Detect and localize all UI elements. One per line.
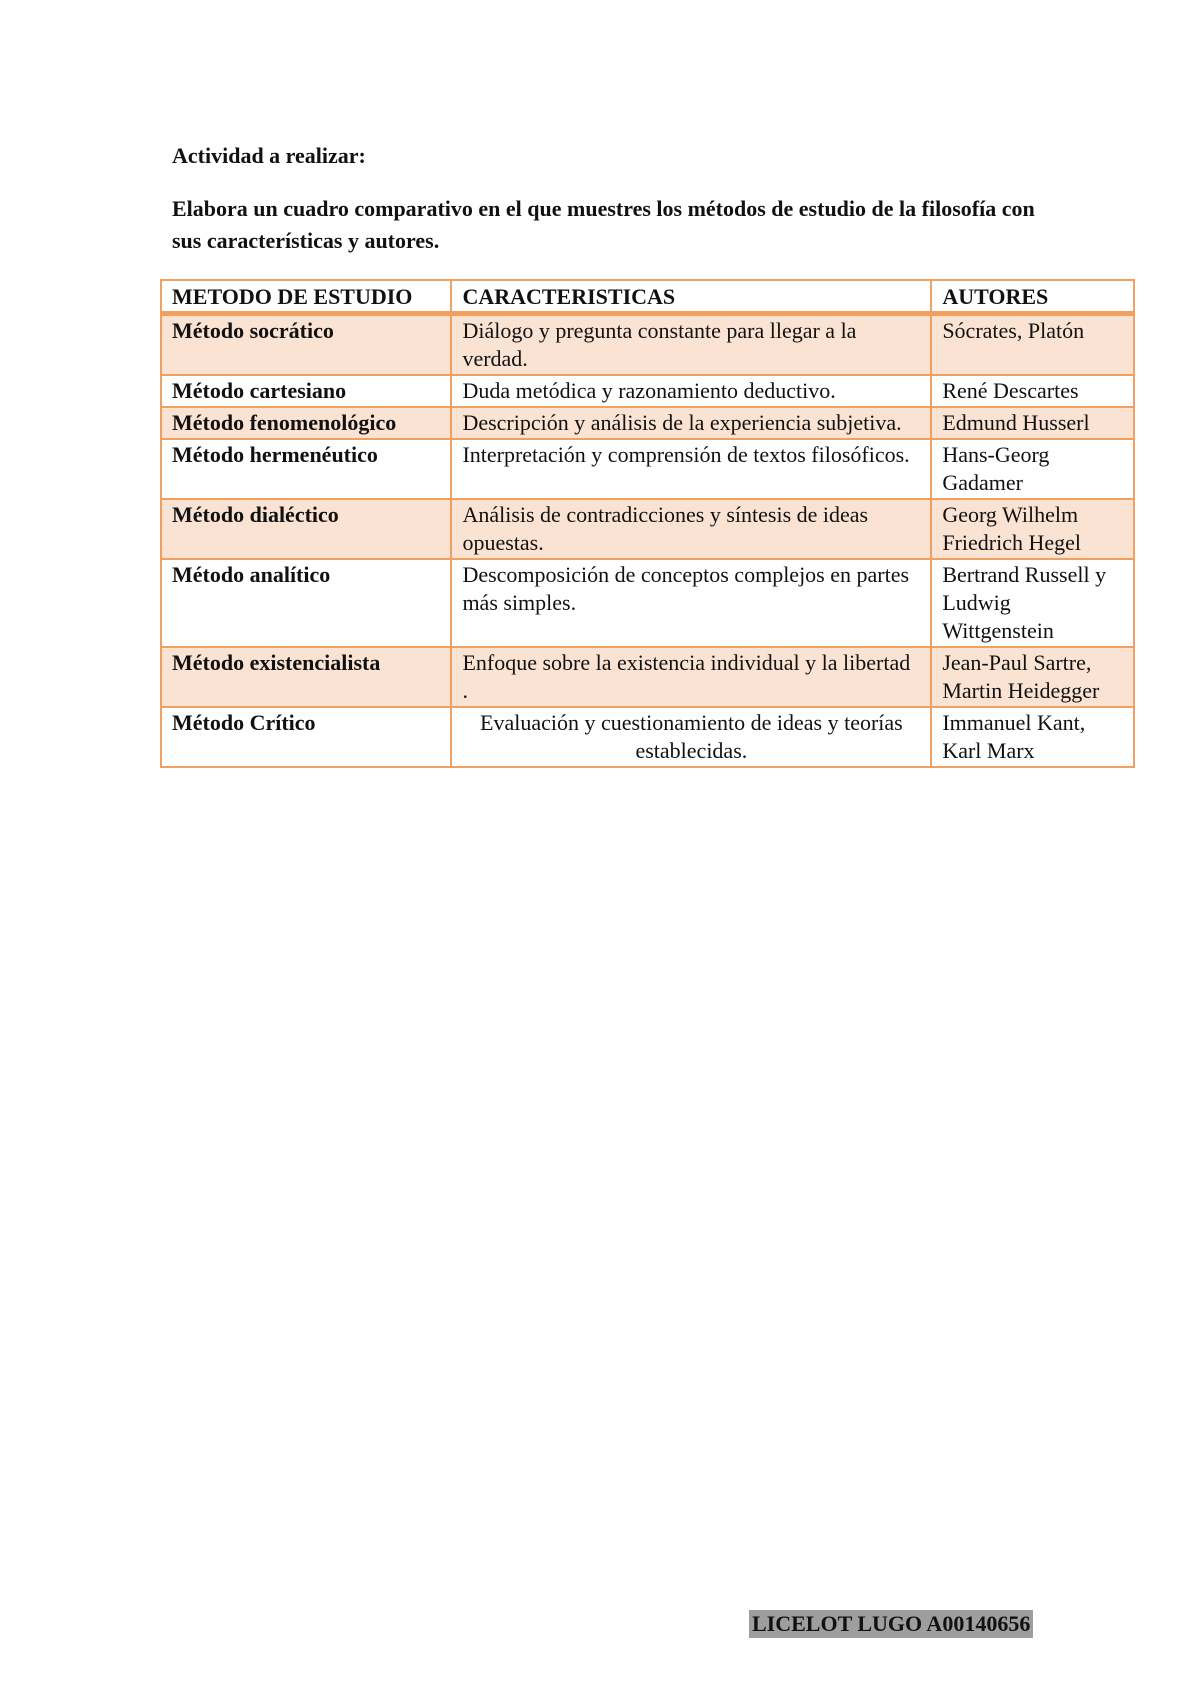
method-cell: Método Crítico: [161, 707, 451, 767]
header-authors: AUTORES: [931, 280, 1134, 314]
table-row: [161, 407, 1134, 439]
characteristics-cell: Descomposición de conceptos complejos en partes más simples.: [451, 559, 931, 647]
authors-cell: Jean-Paul Sartre, Martin Heidegger: [931, 647, 1134, 707]
characteristics-cell: Duda metódica y razonamiento deductivo.: [451, 375, 931, 407]
characteristics-cell: Enfoque sobre la existencia individual y la libertad .: [451, 647, 931, 707]
characteristics-cell: Descripción y análisis de la experiencia subjetiva.: [451, 407, 931, 439]
authors-cell: Georg Wilhelm Friedrich Hegel: [931, 499, 1134, 559]
method-cell: Método cartesiano: [161, 375, 451, 407]
method-cell: Método socrático: [161, 314, 451, 376]
activity-title: Actividad a realizar:: [172, 143, 366, 168]
characteristics-cell: Diálogo y pregunta constante para llegar a la verdad.: [451, 314, 931, 376]
header-characteristics: CARACTERISTICAS: [451, 280, 931, 314]
characteristics-cell: Análisis de contradicciones y síntesis de ideas opuestas.: [451, 499, 931, 559]
table-row: [161, 499, 1134, 559]
method-cell: Método dialéctico: [161, 499, 451, 559]
header-method: METODO DE ESTUDIO: [161, 280, 451, 314]
table-row: [161, 707, 1134, 767]
table-row: [161, 439, 1134, 499]
table-row: [161, 559, 1134, 647]
authors-cell: Sócrates, Platón: [931, 314, 1134, 376]
authors-cell: René Descartes: [931, 375, 1134, 407]
author-name-label: LICELOT LUGO A00140656: [749, 1610, 1033, 1638]
method-cell: Método analítico: [161, 559, 451, 647]
comparison-table: [160, 279, 1135, 768]
authors-cell: Edmund Husserl: [931, 407, 1134, 439]
characteristics-cell: Interpretación y comprensión de textos filosóficos.: [451, 439, 931, 499]
table-row: [161, 375, 1134, 407]
method-cell: Método hermenéutico: [161, 439, 451, 499]
authors-cell: Hans-Georg Gadamer: [931, 439, 1134, 499]
authors-cell: Immanuel Kant, Karl Marx: [931, 707, 1134, 767]
table-row: [161, 647, 1134, 707]
authors-cell: Bertrand Russell y Ludwig Wittgenstein: [931, 559, 1134, 647]
characteristics-cell: Evaluación y cuestionamiento de ideas y teorías establecidas.: [451, 707, 931, 767]
table-row: [161, 314, 1134, 376]
instruction-text: Elabora un cuadro comparativo en el que muestres los métodos de estudio de la filosofía con sus características y autores.: [172, 196, 1035, 253]
method-cell: Método fenomenológico: [161, 407, 451, 439]
method-cell: Método existencialista: [161, 647, 451, 707]
table-header-row: [161, 280, 1134, 314]
